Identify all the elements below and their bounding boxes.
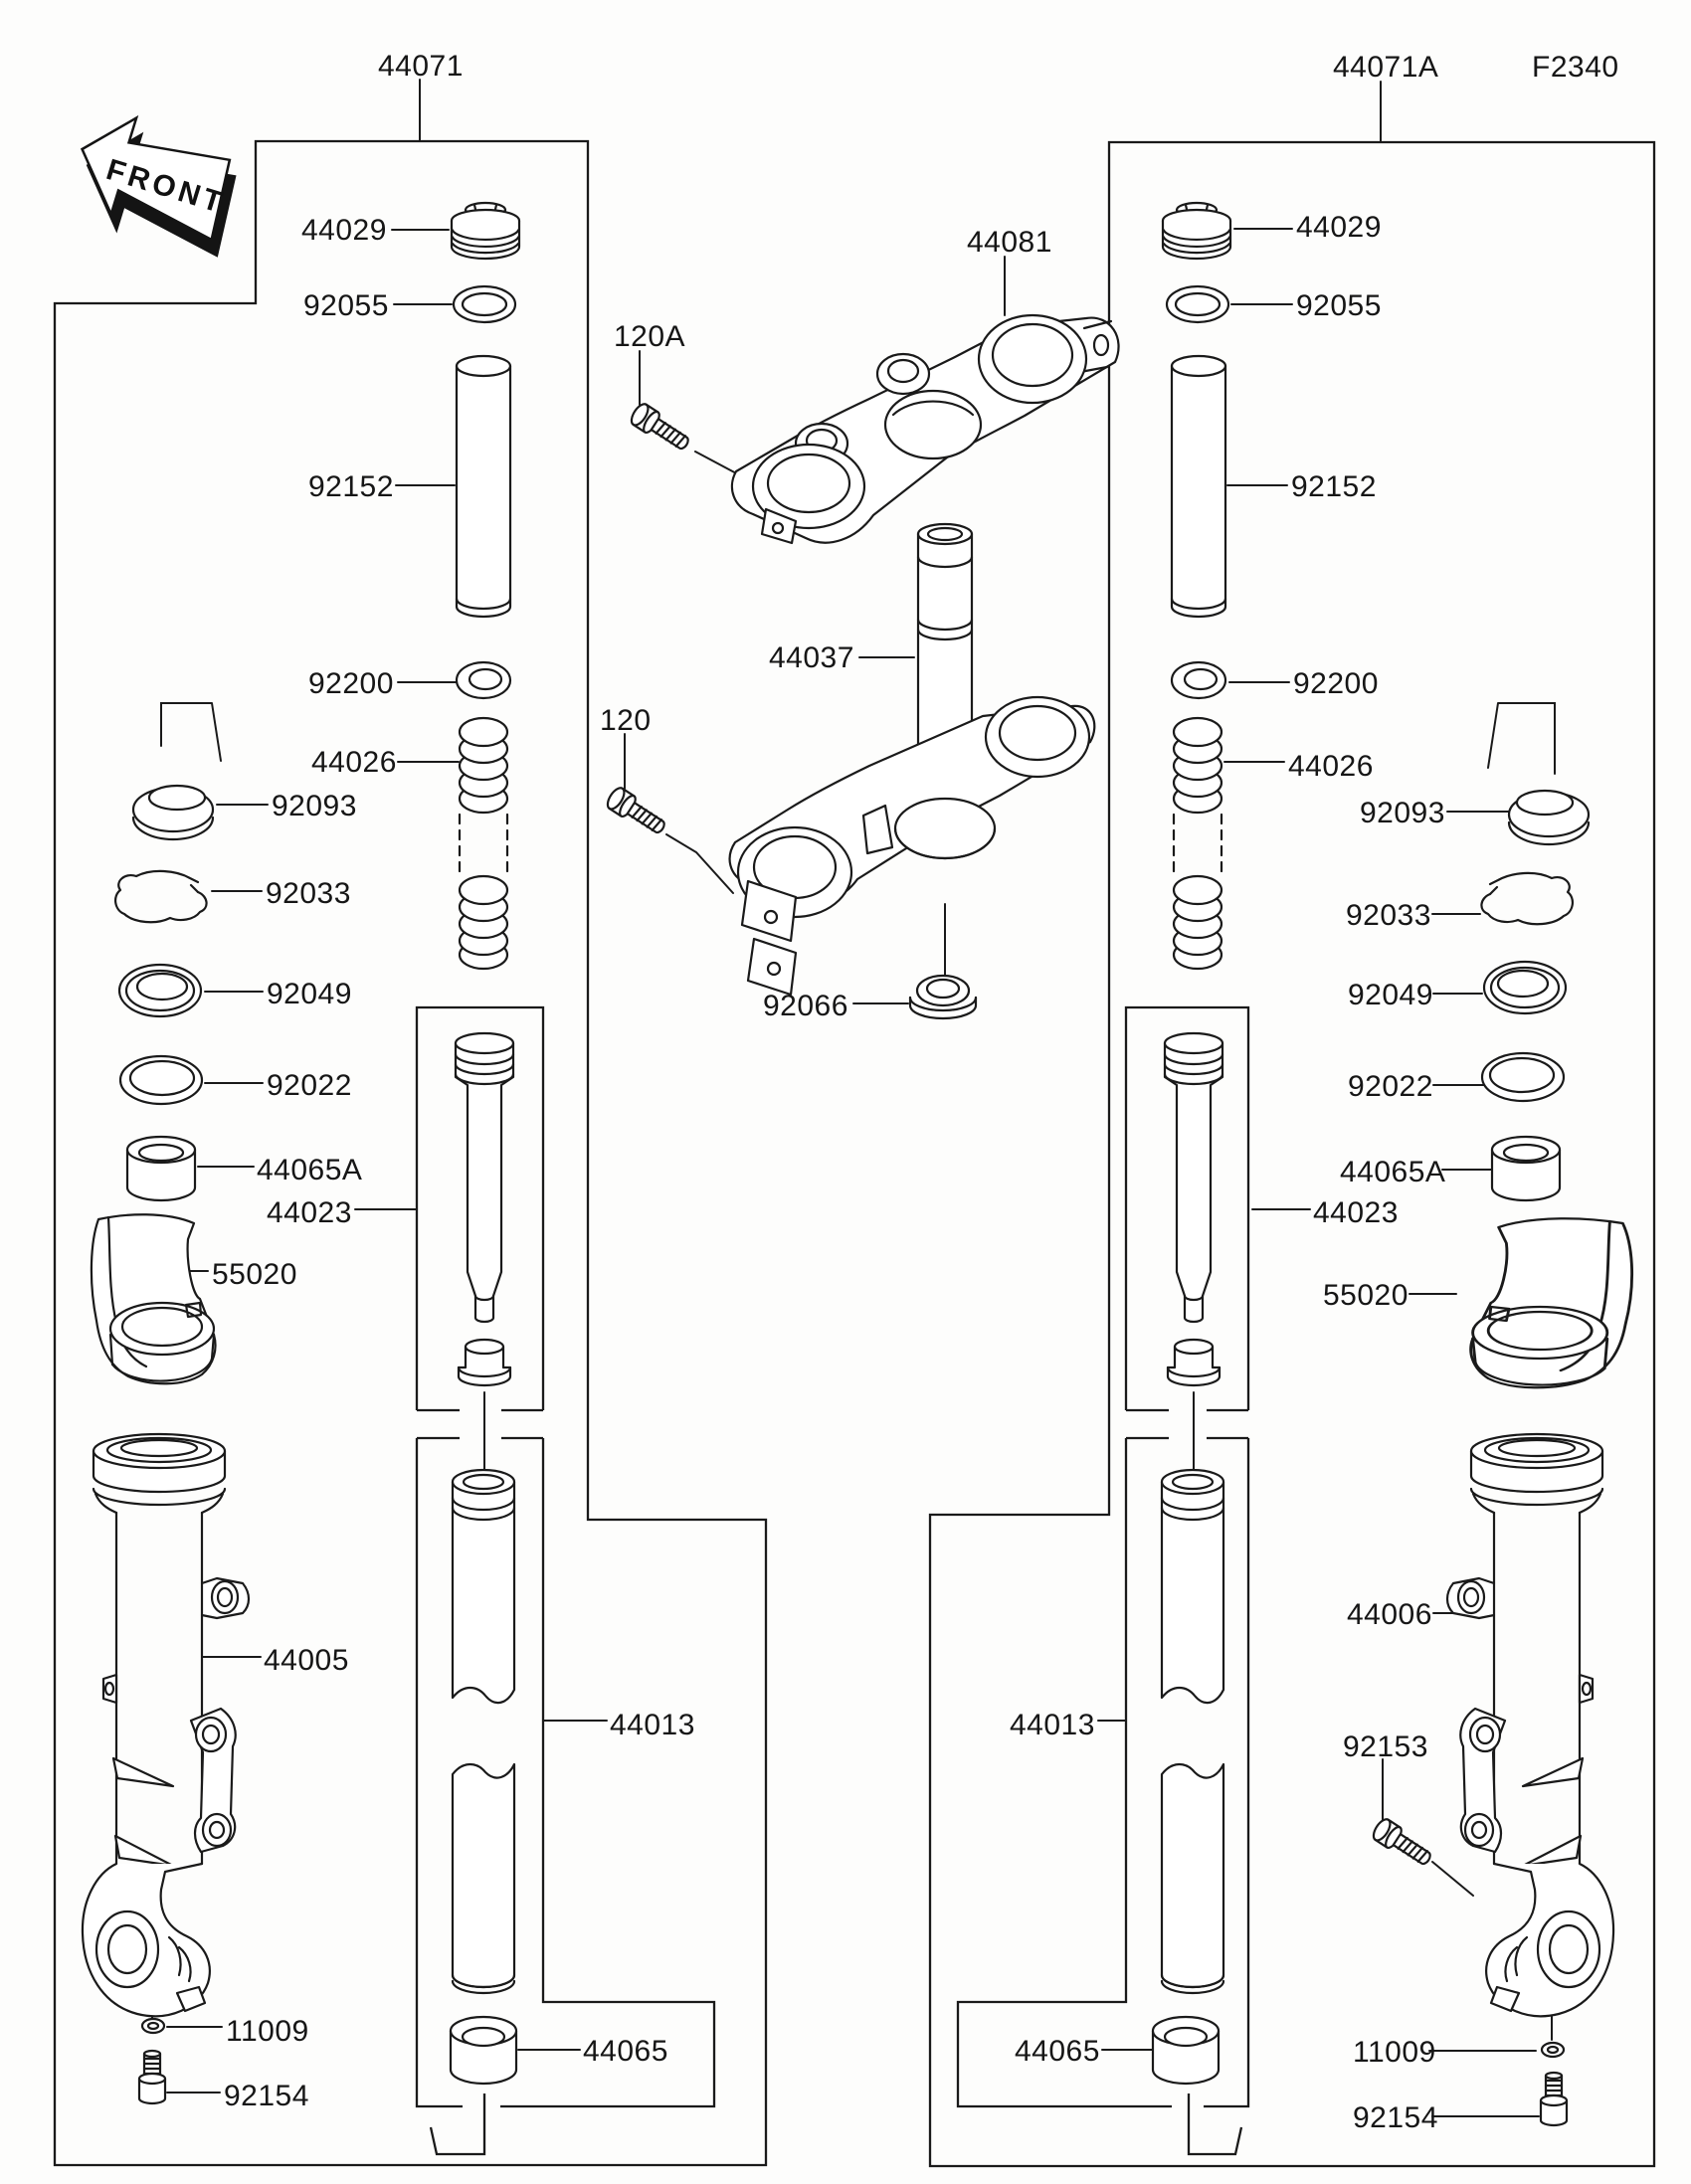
part-fork-guard-left (92, 1214, 216, 1383)
part-damper-rod-seat-left (459, 1340, 510, 1385)
part-retaining-ring-right (1481, 873, 1573, 924)
part-retaining-ring-left (115, 871, 207, 922)
part-label-120: 120 (600, 704, 652, 737)
part-fork-guard-right (1471, 1218, 1632, 1387)
part-slide-bushing-left (451, 2017, 516, 2084)
part-label-92093-left: 92093 (272, 790, 357, 822)
part-guide-bushing-left (127, 1137, 195, 1200)
part-guide-bushing-right (1492, 1137, 1560, 1200)
part-fork-cap-left (452, 203, 519, 259)
part-label-92200-right: 92200 (1293, 667, 1379, 700)
part-label-44065-left: 44065 (583, 2035, 668, 2068)
part-slide-bushing-right (1153, 2017, 1219, 2084)
part-label-92055-left: 92055 (303, 289, 389, 322)
front-arrow (63, 105, 249, 261)
part-label-44037: 44037 (769, 641, 854, 674)
part-label-44006: 44006 (1347, 1598, 1432, 1631)
part-washer-left (457, 662, 510, 698)
part-label-44005: 44005 (264, 1644, 349, 1677)
part-label-120a: 120A (614, 320, 686, 353)
part-label-92022-right: 92022 (1348, 1070, 1433, 1103)
part-fork-cap-right (1163, 203, 1230, 259)
fiche-code: F2340 (1532, 51, 1619, 84)
part-inner-tube-left (453, 1470, 514, 1993)
part-label-92066: 92066 (763, 990, 848, 1022)
part-label-44071: 44071 (378, 50, 464, 83)
part-label-44023-left: 44023 (267, 1196, 352, 1229)
part-cylinder-bolt-left (139, 2051, 165, 2103)
part-label-44081: 44081 (967, 226, 1052, 259)
part-snap-ring-left (120, 1056, 202, 1104)
part-label-92154-right: 92154 (1353, 2101, 1438, 2134)
part-label-92152-right: 92152 (1291, 470, 1377, 503)
part-cylinder-bolt-right (1541, 2073, 1567, 2125)
part-damper-rod-right (1165, 1033, 1222, 1322)
part-label-92033-right: 92033 (1346, 899, 1431, 932)
part-label-44065a-right: 44065A (1340, 1156, 1446, 1188)
part-stem-race-left (133, 786, 213, 839)
part-snap-ring-right (1482, 1053, 1564, 1101)
part-label-92033-left: 92033 (266, 877, 351, 910)
part-upper-clamp-44081 (732, 315, 1119, 543)
part-label-92200-left: 92200 (308, 667, 394, 700)
part-damper-rod-left (456, 1033, 513, 1322)
part-label-55020-right: 55020 (1323, 1279, 1409, 1312)
part-label-92152-left: 92152 (308, 470, 394, 503)
part-clamp-bolt-120 (605, 786, 669, 839)
part-label-44029-right: 44029 (1296, 211, 1382, 244)
part-clamp-bolt-120a (629, 402, 693, 455)
part-oil-seal-right (1484, 962, 1566, 1013)
part-outer-tube-44006 (1447, 1434, 1613, 2016)
part-oring-right (1167, 286, 1228, 322)
part-label-92153: 92153 (1343, 1730, 1428, 1763)
part-label-44013-left: 44013 (610, 1709, 695, 1741)
part-label-55020-left: 55020 (212, 1258, 297, 1291)
part-spacer-tube-right (1172, 356, 1225, 617)
part-label-11009-left: 11009 (226, 2015, 309, 2048)
part-label-11009-right: 11009 (1353, 2036, 1436, 2069)
part-inner-tube-right (1162, 1470, 1223, 1993)
part-oil-seal-left (119, 965, 201, 1016)
part-label-92055-right: 92055 (1296, 289, 1382, 322)
part-label-44071a: 44071A (1333, 51, 1439, 84)
part-stem-cap-92066 (910, 976, 976, 1018)
part-label-44065-right: 44065 (1015, 2035, 1100, 2068)
part-gasket-washer-left (142, 2019, 164, 2033)
part-axle-clamp-bolt-92153 (1371, 1817, 1435, 1871)
part-label-44013-right: 44013 (1010, 1709, 1095, 1741)
part-spacer-tube-left (457, 356, 510, 617)
part-label-92093-right: 92093 (1360, 797, 1445, 829)
part-label-92049-left: 92049 (267, 978, 352, 1010)
part-damper-rod-seat-right (1168, 1340, 1220, 1385)
part-oring-left (454, 286, 515, 322)
part-outer-tube-44005 (83, 1434, 249, 2016)
part-washer-right (1172, 662, 1225, 698)
part-lower-triple-clamp (730, 697, 1095, 995)
part-label-44026-right: 44026 (1288, 750, 1374, 783)
part-fork-spring-left (460, 718, 507, 969)
part-label-44065a-left: 44065A (257, 1154, 363, 1186)
part-gasket-washer-right (1542, 2043, 1564, 2057)
part-label-44026-left: 44026 (311, 746, 397, 779)
front-arrow-label: FRONT (102, 152, 230, 221)
part-label-44023-right: 44023 (1313, 1196, 1399, 1229)
part-fork-spring-right (1174, 718, 1221, 969)
part-stem-race-right (1509, 791, 1589, 844)
part-label-92022-left: 92022 (267, 1069, 352, 1102)
part-label-92049-right: 92049 (1348, 979, 1433, 1011)
part-label-44029-left: 44029 (301, 214, 387, 247)
part-label-92154-left: 92154 (224, 2080, 309, 2112)
